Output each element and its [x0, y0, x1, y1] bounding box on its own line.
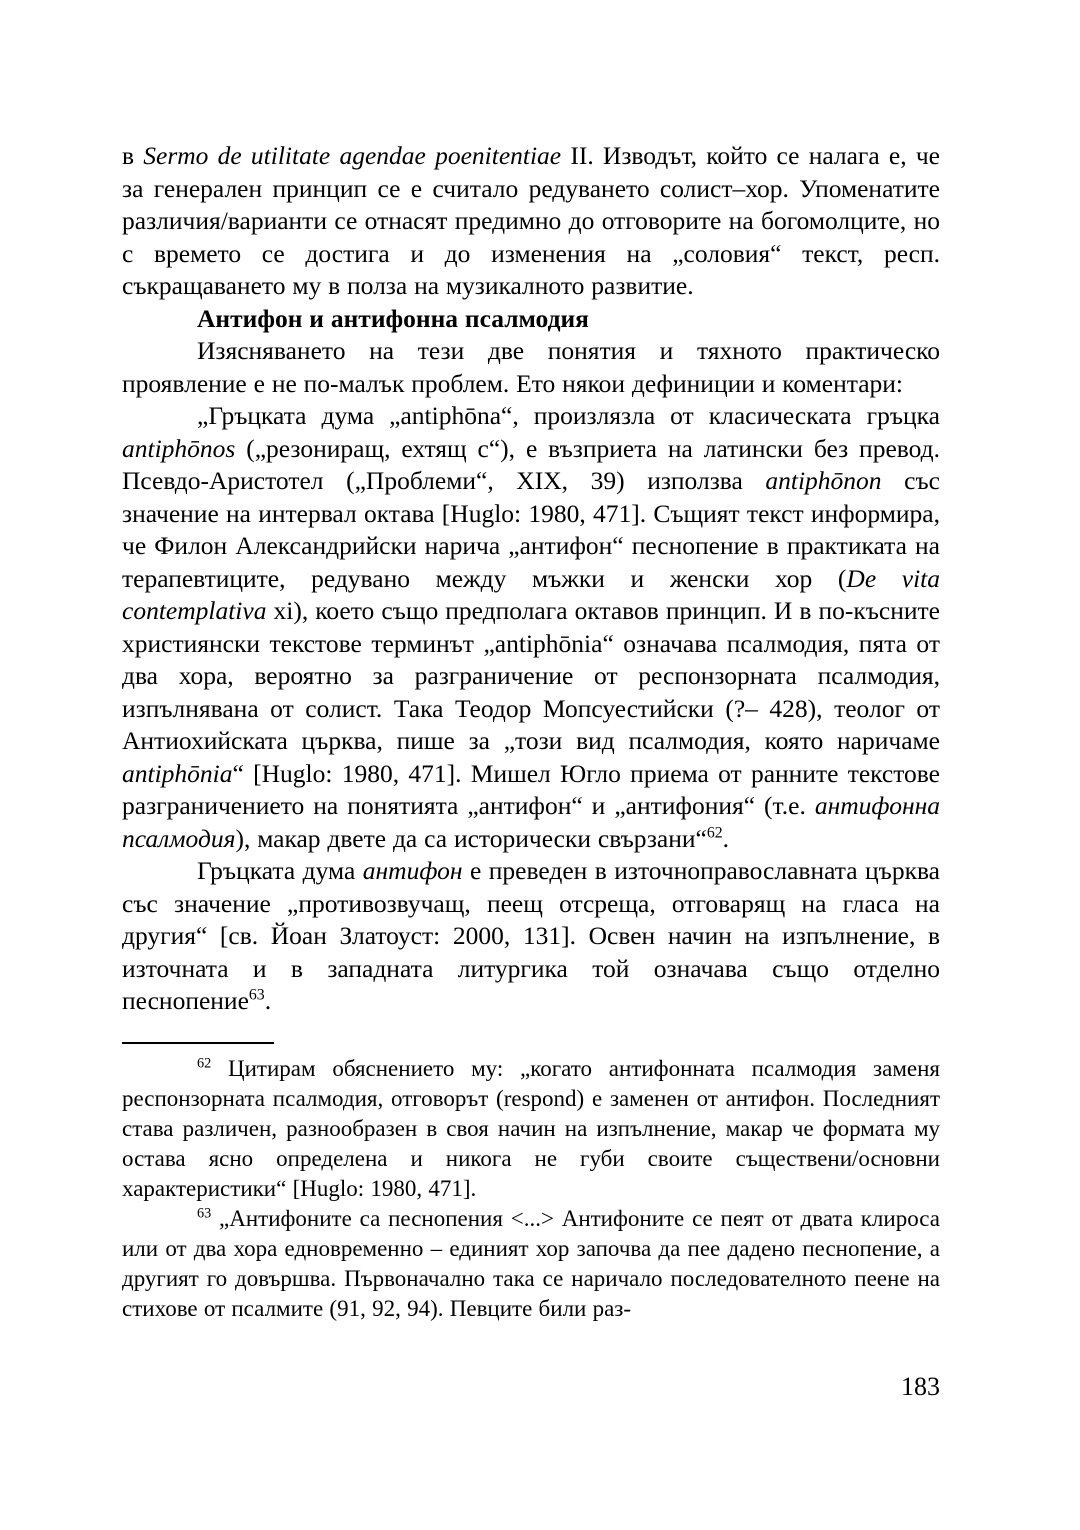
body-paragraph-continuation: в Sermo de utilitate agendae poenitentiae II. Изводът, който се налага е, че за генерален принцип се е считало редуването солист–хор. Упоменатите различия/варианти се отнасят предимно до отговорите на богомолците, но с времето се достига и до изменения на „соловия“ текст, респ. съкращаването му в полза на музикалното развитие.: [122, 141, 940, 300]
body-paragraph: Изясняването на тези две понятия и тяхното практическо проявление е не по-малък проблем. Ето някои дефиниции и коментари:: [122, 336, 940, 398]
body-paragraph: „Гръцката дума „antiphōna“, произлязла от класическата гръцка antiphōnos („резониращ, ехтящ с“), е възприета на латински без превод. Псевдо-Аристотел („Проблеми“, XIX, 39) използва antiphōnon със значение на интервал октава [Huglo: 1980, 471]. Същият текст информира, че Филон Александрийски нарича „антифон“ песнопение в практиката на терапевтиците, редувано между мъжки и женски хор (De vita contemplativa xi), което също предполага октавов принцип. И в по-късните християнски текстове терминът „antiphōnia“ означава псалмодия, пята от два хора, вероятно за разграничение от респонзорната псалмодия, изпълнявана от солист. Така Теодор Мопсуестийски (?– 428), теолог от Антиохийската църква, пише за „този вид псалмодия, която наричаме antiphōnia“ [Huglo: 1980, 471]. Мишел Югло приема от ранните текстове разграничението на понятията „антифон“ и „антифония“ (т.е. антифонна псалмодия), макар двете да са исторически свързани“$^{62}$.: [122, 401, 940, 853]
footnote-separator: [122, 1042, 274, 1044]
section-heading: Антифон и антифонна псалмодия: [197, 303, 589, 333]
page-number: 183: [901, 1372, 940, 1401]
footnote-63: $^{63}$ „Антифоните са песнопения <...> Антифоните се пеят от двата клироса или от два хора едновременно – единият хор започва да пее дадено песнопение, а другият го довършва. Първоначално така се наричало последователното пеене на стихове от псалмите (91, 92, 94). Певците били раз-: [122, 1204, 940, 1321]
body-paragraph: Гръцката дума антифон е преведен в източноправославната църква със значение „противозвучащ, пеещ отсреща, отговарящ на гласа на другия“ [св. Йоан Златоуст: 2000, 131]. Освен начин на изпълнение, в източната и в западната литургика той означава също отделно песнопение$^{63}$.: [122, 856, 940, 1015]
text-block: [122, 140, 940, 1324]
footnote-62: $^{62}$ Цитирам обяснението му: „когато антифонната псалмодия заменя респонзорната псалмодия, отговорът (respond) е заменен от антифон. Последният става различен, разнообразен в своя начин на изпълнение, макар че формата му остава ясно определена и никога не губи своите съществени/основни характеристики“ [Huglo: 1980, 471].: [122, 1054, 940, 1201]
